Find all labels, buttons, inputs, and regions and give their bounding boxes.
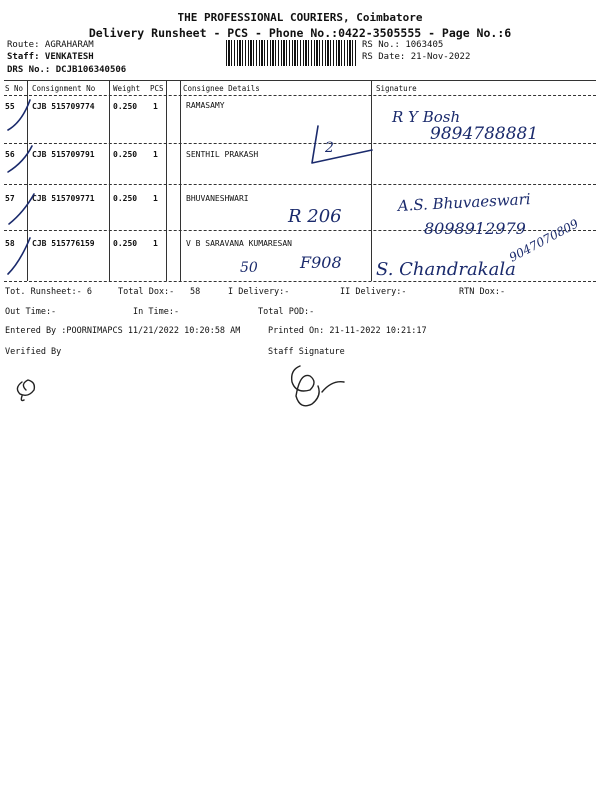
rs-date: RS Date: 21-Nov-2022	[362, 52, 471, 62]
col-header-signature: Signature	[376, 84, 417, 93]
staff-label: Staff: VENKATESH	[7, 52, 94, 62]
total-dox-label: Total Dox:-	[118, 287, 175, 297]
hw-row1-name: R Y Bosh	[392, 108, 461, 126]
entered-by: Entered By :POORNIMAPCS 11/21/2022 10:20:58 AM	[5, 326, 241, 336]
row-weight: 0.250	[113, 194, 138, 203]
route-label: Route: AGRAHARAM	[7, 40, 94, 50]
row-weight: 0.250	[113, 102, 138, 111]
verifier-signature	[17, 380, 34, 401]
staff-signature-mark	[292, 366, 344, 406]
row-sno: 56	[5, 150, 15, 159]
hw-row1-phone: 9894788881	[430, 124, 539, 144]
tot-runsheet: Tot. Runsheet:- 6	[5, 287, 92, 297]
col-header-weight: Weight	[113, 84, 141, 93]
row-consignment: CJB 515776159	[32, 239, 95, 248]
row-sno: 55	[5, 102, 15, 111]
col-header-pcs: PCS	[150, 84, 164, 93]
printed-on: Printed On: 21-11-2022 10:21:17	[268, 326, 427, 336]
row-pcs: 1	[153, 194, 158, 203]
row-consignee: V B SARAVANA KUMARESAN	[186, 239, 292, 248]
hw-row3-phone: 8098912979	[424, 219, 526, 238]
row-sno: 58	[5, 239, 15, 248]
row-consignment: CJB 515709791	[32, 150, 95, 159]
col-header-consignment: Consignment No	[32, 84, 96, 93]
rtn-dox: RTN Dox:-	[459, 287, 506, 297]
hw-row4-phone: 9047070809	[506, 216, 581, 265]
ii-delivery: II Delivery:-	[340, 287, 407, 297]
row-consignment: CJB 515709771	[32, 194, 95, 203]
i-delivery: I Delivery:-	[228, 287, 290, 297]
verified-by-label: Verified By	[5, 347, 62, 357]
company-title: THE PROFESSIONAL COURIERS, Coimbatore	[177, 11, 423, 24]
staff-signature-label: Staff Signature	[268, 347, 345, 357]
hw-row3-mark: R 206	[288, 206, 342, 227]
in-time: In Time:-	[133, 307, 180, 317]
row-pcs: 1	[153, 239, 158, 248]
hw-row3-name: A.S. Bhuvaeswari	[397, 190, 531, 215]
row-sno: 57	[5, 194, 15, 203]
total-pod: Total POD:-	[258, 307, 315, 317]
hw-row2-mark: 2	[325, 140, 334, 156]
col-header-consignee: Consignee Details	[183, 84, 260, 93]
row-consignee: BHUVANESHWARI	[186, 194, 249, 203]
row-consignee: RAMASAMY	[186, 101, 225, 110]
hw-row4-name: S. Chandrakala	[376, 259, 516, 280]
rs-number: RS No.: 1063405	[362, 40, 444, 50]
row-consignment: CJB 515709774	[32, 102, 95, 111]
runsheet-subtitle: Delivery Runsheet - PCS - Phone No.:0422-3505555 - Page No.:6	[88, 26, 512, 40]
hw-row4-mark-a: 50	[240, 260, 258, 276]
row-pcs: 1	[153, 102, 158, 111]
row-consignee: SENTHIL PRAKASH	[186, 150, 259, 159]
out-time: Out Time:-	[5, 307, 57, 317]
hw-row4-mark-b: F908	[300, 253, 342, 272]
drs-number: DRS No.: DCJB106340506	[7, 65, 127, 75]
row-weight: 0.250	[113, 239, 138, 248]
row-weight: 0.250	[113, 150, 138, 159]
row-pcs: 1	[153, 150, 158, 159]
col-header-sno: S No	[5, 84, 24, 93]
total-dox-value: 58	[190, 287, 201, 297]
